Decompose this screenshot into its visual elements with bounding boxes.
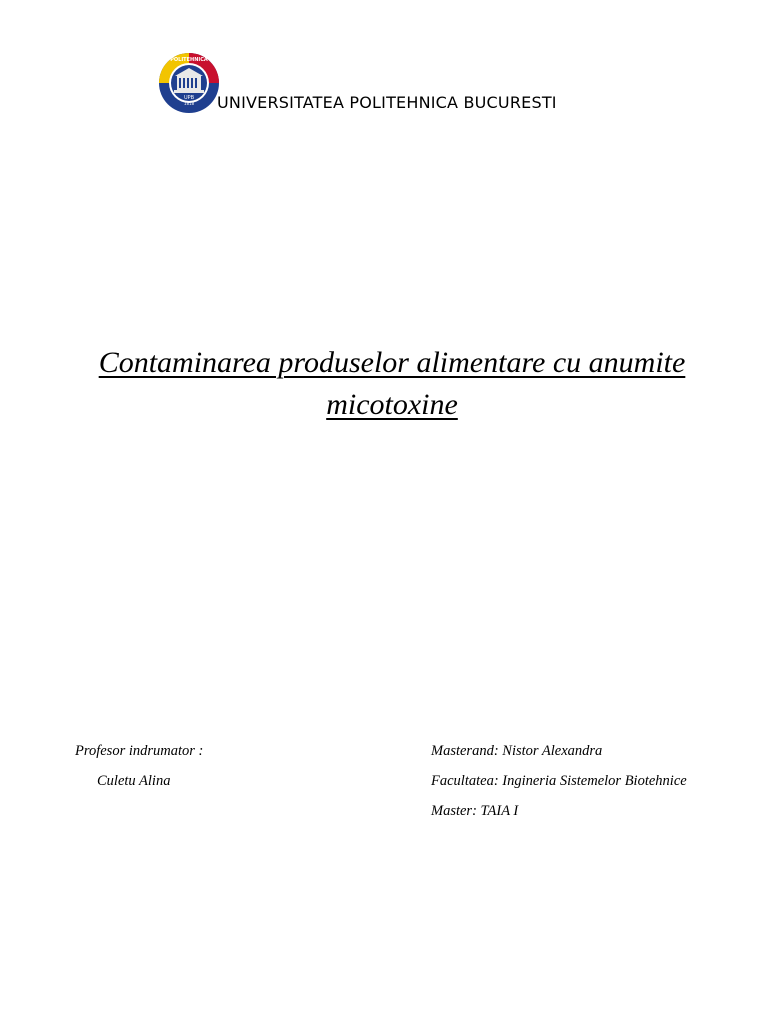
logo-year: 1818 bbox=[183, 101, 195, 106]
document-title: Contaminarea produselor alimentare cu anumite micotoxine bbox=[98, 346, 686, 421]
logo-top-text: POLITEHNICA bbox=[170, 57, 208, 63]
advisor-label: Profesor indrumator : bbox=[75, 743, 204, 759]
header bbox=[158, 50, 220, 116]
master-program: Master: TAIA I bbox=[431, 803, 519, 819]
student-name: Masterand: Nistor Alexandra bbox=[431, 743, 603, 759]
faculty-name: Facultatea: Ingineria Sistemelor Biotehnice bbox=[431, 773, 687, 789]
advisor-name: Culetu Alina bbox=[97, 773, 171, 789]
logo-bottom-text: UPB bbox=[183, 95, 195, 101]
university-logo bbox=[158, 52, 220, 114]
university-name: UNIVERSITATEA POLITEHNICA BUCURESTI bbox=[217, 93, 557, 112]
